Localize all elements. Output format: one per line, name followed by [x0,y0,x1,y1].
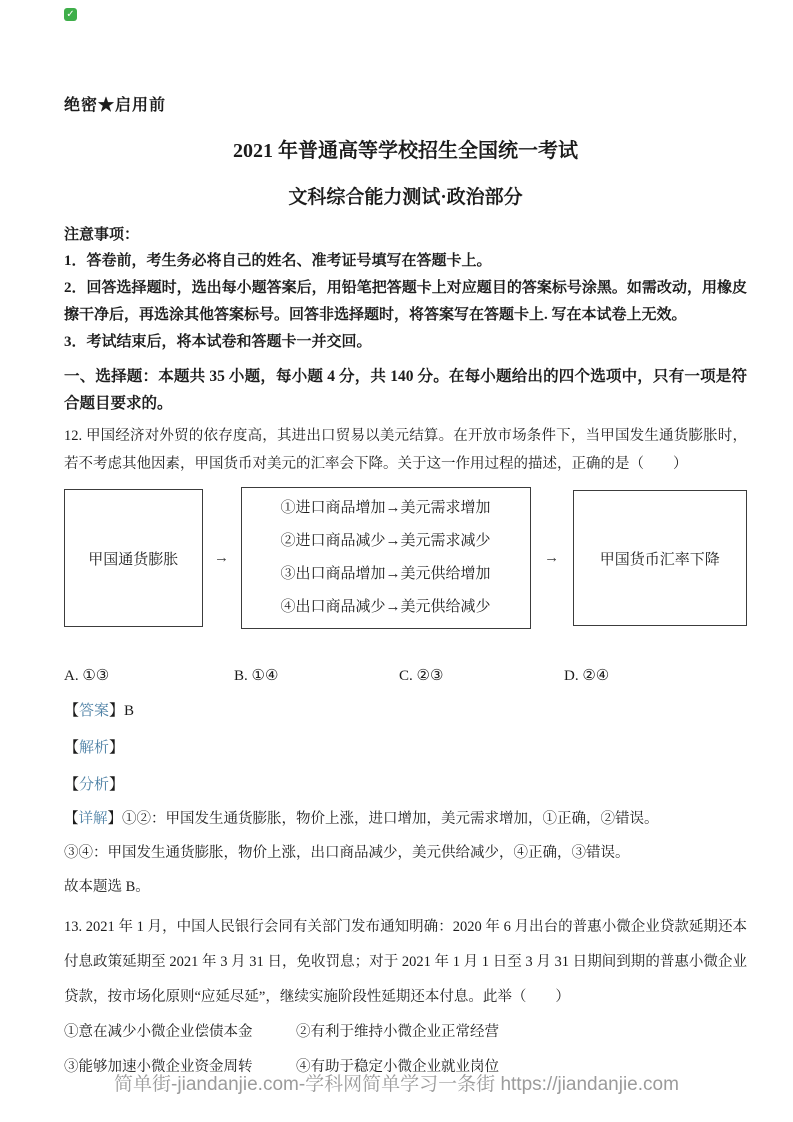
jiexi-label: 解析 [79,740,110,756]
notice-item-3: 3．考试结束后，将本试卷和答题卡一并交回。 [64,334,372,350]
notice-item-2: 2．回答选择题时，选出每小题答案后，用铅笔把答题卡上对应题目的答案标号涂黑。如需改动，用橡皮擦干净后，再选涂其他答案标号。回答非选择题时，将答案写在答题卡上. 写在本试卷上无效。 [64,280,747,323]
right-arrow-icon: → [544,549,560,566]
bracket-open: 【 [64,777,80,793]
diagram-left-box-text: 甲国通货膨胀 [88,551,179,568]
detail-explanation-line-2: ③④：甲国发生通货膨胀，物价上涨，出口商品减少，美元供给减少，④正确，③错误。 [64,845,630,861]
question-12-stem: 12. 甲国经济对外贸的依存度高，其进出口贸易以美元结算。在开放市场条件下，当甲国发生通货膨胀时，若不考虑其他因素，甲国货币对美元的汇率会下降。关于这一作用过程的描述，正确的是（ ） [64,428,747,472]
notice-heading: 注意事项： [64,227,140,243]
option-2: ②有利于维持小微企业正常经营 [296,1024,499,1040]
site-watermark-footer: 简单街-jiandanjie.com-学科网简单学习一条街 https://jiandanjie.com [114,1074,679,1095]
bracket-close: 】 [109,703,125,719]
xiangjie-text: ①②：甲国发生通货膨胀，物价上涨，进口增加，美元需求增加，①正确，②错误。 [122,811,659,827]
question-13-stem: 13. 2021 年 1 月，中国人民银行会同有关部门发布通知明确：2020 年 6 月出台的普惠小微企业贷款延期还本付息政策延期至 2021 年 3 月 31 日，免收罚息；对于 2021 年 1 月 1 日至 3 月 31 日期间到期的普惠小微企业贷款，按市场化原则“应延尽延”，继续实施阶段性延期还本付息。此举（ ） [64,919,747,1005]
answer-value: B [124,703,135,719]
exam-subtitle: 文科综合能力测试·政治部分 [288,187,523,208]
choice-a: A. ①③ [64,668,110,684]
diagram-right-box [573,490,747,626]
bracket-open: 【 [64,811,79,827]
diagram-middle-line: ①进口商品增加→美元需求增加 [280,500,491,516]
detail-explanation-line-1 [64,807,747,831]
bracket-close: 】 [109,740,125,756]
xiangjie-label: 详解 [78,811,108,827]
diagram-middle-line: ③出口商品增加→美元供给增加 [280,566,491,582]
option-1: ①意在减少小微企业偿债本金 [64,1024,253,1040]
analysis-row-fenxi [64,773,747,797]
detail-conclusion-line: 故本题选 B。 [64,879,150,895]
notice-block [64,222,747,356]
bracket-open: 【 [64,703,80,719]
question-13-options-row-1 [64,1015,747,1050]
diagram-left-box [64,489,203,627]
green-check-badge-icon: ✓ [64,8,77,21]
notice-item-1: 1．答卷前，考生务必将自己的姓名、准考证号填写在答题卡上。 [64,253,492,269]
diagram-middle-box [241,487,531,629]
choice-b: B. ①④ [234,668,279,684]
section-heading-multiple-choice: 一、选择题：本题共 35 小题，每小题 4 分，共 140 分。在每小题给出的四个选项中，只有一项是符合题目要求的。 [64,368,747,412]
fenxi-label: 分析 [79,777,110,793]
diagram-right-box-text: 甲国货币汇率下降 [599,551,720,568]
choice-c: C. ②③ [399,668,444,684]
answer-row [64,699,747,723]
bracket-close: 】 [109,777,125,793]
choice-d: D. ②④ [564,668,610,684]
question-12-choices [64,666,747,686]
bracket-close: 】 [107,811,122,827]
diagram-middle-line: ②进口商品减少→美元需求减少 [280,533,491,549]
exam-title: 2021 年普通高等学校招生全国统一考试 [233,140,578,162]
security-classification-label: 绝密★启用前 [64,97,167,114]
bracket-open: 【 [64,740,80,756]
option-4: ④有助于稳定小微企业就业岗位 [296,1059,499,1075]
question-12-flow-diagram [64,487,747,629]
diagram-middle-line: ④出口商品减少→美元供给减少 [280,599,491,615]
analysis-row-jiexi [64,736,747,760]
answer-label: 答案 [79,703,110,719]
option-3: ③能够加速小微企业资金周转 [64,1059,253,1075]
right-arrow-icon: → [214,549,230,566]
